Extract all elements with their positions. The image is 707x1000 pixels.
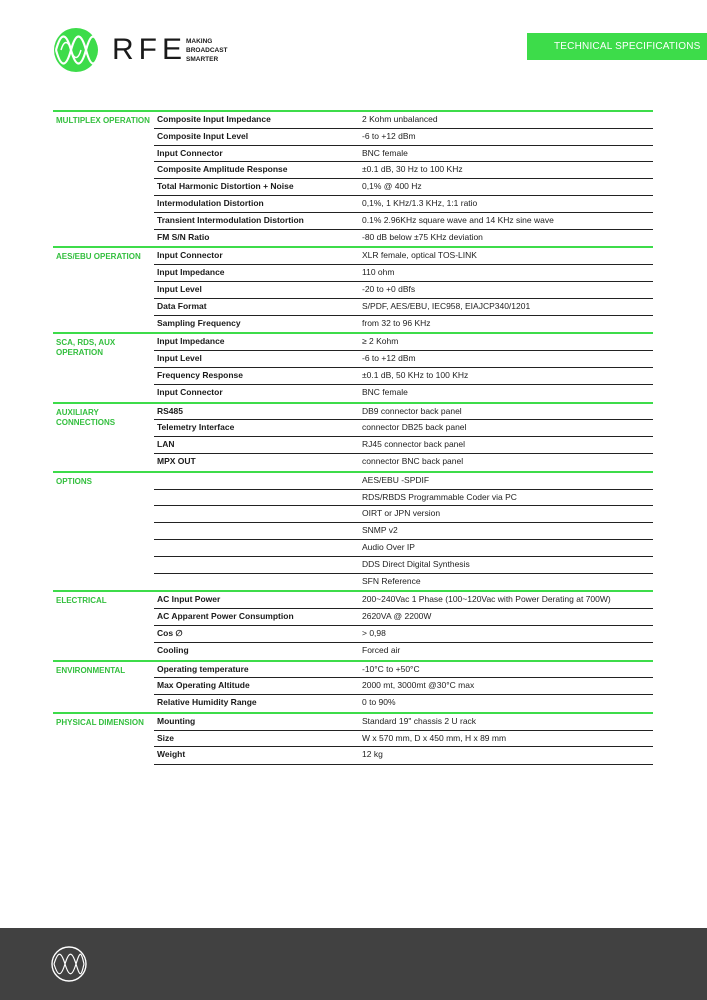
spec-parameter: Mounting — [157, 715, 196, 726]
footer-bar — [0, 928, 707, 1000]
spec-value: OIRT or JPN version — [362, 508, 441, 519]
spec-parameter — [154, 506, 362, 522]
spec-value: -20 to +0 dBfs — [362, 283, 416, 294]
spec-value: -6 to +12 dBm — [362, 353, 416, 364]
spec-value: XLR female, optical TOS-LINK — [362, 250, 477, 261]
spec-row — [154, 368, 653, 385]
spec-value: -6 to +12 dBm — [362, 130, 416, 141]
spec-section — [53, 402, 653, 471]
spec-parameter: Transient Intermodulation Distortion — [157, 214, 304, 225]
spec-value: BNC female — [362, 386, 408, 397]
spec-parameter: AC Apparent Power Consumption — [157, 611, 294, 622]
spec-value: 2620VA @ 2200W — [362, 611, 432, 622]
spec-row — [154, 385, 653, 402]
spec-row — [154, 282, 653, 299]
table-end-rule — [154, 764, 653, 765]
spec-parameter: Cos ∅ — [157, 627, 183, 638]
spec-category-label: SCA, RDS, AUX OPERATION — [56, 338, 116, 358]
spec-parameter: MPX OUT — [157, 455, 196, 466]
brand-logo — [52, 26, 228, 76]
spec-parameter: FM S/N Ratio — [157, 231, 210, 242]
spec-value: W x 570 mm, D x 450 mm, H x 89 mm — [362, 732, 507, 743]
spec-parameter — [154, 574, 362, 591]
spec-parameter: Telemetry Interface — [157, 422, 235, 433]
spec-row — [154, 404, 653, 421]
spec-parameter: Input Connector — [157, 386, 223, 397]
spec-value: 2000 mt, 3000mt @30°C max — [362, 680, 475, 691]
spec-parameter: Input Connector — [157, 147, 223, 158]
spec-row — [154, 557, 653, 574]
spec-value: RJ45 connector back panel — [362, 439, 466, 450]
spec-row — [154, 714, 653, 731]
spec-parameter: Intermodulation Distortion — [157, 197, 264, 208]
spec-row — [154, 299, 653, 316]
spec-row — [154, 540, 653, 557]
spec-category-label: ELECTRICAL — [56, 596, 107, 606]
spec-category-label: ENVIRONMENTAL — [56, 665, 126, 675]
spec-row — [154, 695, 653, 712]
spec-parameter: Sampling Frequency — [157, 317, 241, 328]
spec-value: from 32 to 96 KHz — [362, 317, 431, 328]
spec-parameter: LAN — [157, 439, 175, 450]
spec-value: -10°C to +50°C — [362, 663, 420, 674]
spec-parameter: Input Impedance — [157, 336, 225, 347]
spec-row — [154, 162, 653, 179]
spec-value: connector BNC back panel — [362, 455, 464, 466]
rfe-wave-footer-icon — [50, 945, 88, 983]
spec-value: 110 ohm — [362, 267, 395, 278]
spec-value: RDS/RBDS Programmable Coder via PC — [362, 491, 517, 502]
spec-parameter: Input Impedance — [157, 267, 225, 278]
spec-category-label: PHYSICAL DIMENSION — [56, 717, 144, 727]
spec-row — [154, 248, 653, 265]
spec-row — [154, 523, 653, 540]
spec-row — [154, 626, 653, 643]
spec-value: S/PDF, AES/EBU, IEC958, EIAJCP340/1201 — [362, 300, 531, 311]
spec-section — [53, 712, 653, 764]
spec-row — [154, 454, 653, 471]
spec-row — [154, 265, 653, 282]
spec-row — [154, 490, 653, 507]
spec-value: ±0.1 dB, 50 KHz to 100 KHz — [362, 369, 469, 380]
spec-row — [154, 506, 653, 523]
spec-category-label: OPTIONS — [56, 476, 93, 486]
spec-parameter: Input Level — [157, 353, 202, 364]
spec-value: Audio Over IP — [362, 541, 415, 552]
spec-category-label: MULTIPLEX OPERATION — [56, 116, 150, 125]
spec-row — [154, 334, 653, 351]
brand-name: RFE — [112, 33, 187, 66]
spec-parameter: Cooling — [157, 644, 189, 655]
spec-parameter — [154, 540, 362, 556]
spec-value: 2 Kohm unbalanced — [362, 114, 438, 124]
spec-value: 0 to 90% — [362, 697, 396, 708]
spec-row — [154, 146, 653, 163]
spec-parameter: Relative Humidity Range — [157, 697, 257, 708]
spec-section — [53, 110, 653, 246]
spec-parameter: Total Harmonic Distortion + Noise — [157, 181, 294, 192]
spec-parameter: Size — [157, 732, 175, 743]
spec-section — [53, 332, 653, 401]
spec-parameter: Input Connector — [157, 250, 223, 261]
spec-parameter — [154, 557, 362, 573]
spec-section — [53, 590, 653, 659]
spec-row — [154, 574, 653, 591]
spec-parameter — [154, 490, 362, 506]
specifications-table — [53, 110, 653, 765]
spec-row — [154, 351, 653, 368]
spec-row — [154, 316, 653, 333]
spec-value: 0,1% @ 400 Hz — [362, 181, 422, 192]
spec-row — [154, 179, 653, 196]
spec-value: BNC female — [362, 147, 408, 158]
spec-value: AES/EBU -SPDIF — [362, 474, 430, 485]
spec-value: Standard 19" chassis 2 U rack — [362, 715, 477, 726]
rfe-wave-logo-icon — [52, 26, 104, 74]
spec-parameter: Composite Input Impedance — [157, 114, 271, 124]
spec-parameter: Max Operating Altitude — [157, 680, 250, 691]
spec-row — [154, 731, 653, 748]
spec-value: SNMP v2 — [362, 525, 398, 536]
spec-value: Forced air — [362, 644, 401, 655]
spec-row — [154, 592, 653, 609]
spec-category-label: AUXILIARY CONNECTIONS — [56, 407, 116, 427]
spec-value: ±0.1 dB, 30 Hz to 100 KHz — [362, 164, 463, 175]
spec-parameter: AC Input Power — [157, 594, 221, 605]
spec-value: > 0,98 — [362, 627, 386, 638]
spec-row — [154, 643, 653, 660]
brand-tagline: MAKING BROADCAST SMARTER — [186, 38, 228, 63]
spec-row — [154, 747, 653, 764]
spec-parameter: Composite Input Level — [157, 130, 249, 141]
spec-parameter — [154, 473, 362, 489]
spec-row — [154, 196, 653, 213]
spec-parameter: Weight — [157, 749, 186, 760]
spec-row — [154, 678, 653, 695]
spec-row — [154, 609, 653, 626]
spec-row — [154, 662, 653, 679]
spec-value: DDS Direct Digital Synthesis — [362, 558, 470, 569]
spec-row — [154, 213, 653, 230]
spec-value: 0.1% 2.96KHz square wave and 14 KHz sine wave — [362, 214, 554, 225]
spec-parameter: Input Level — [157, 283, 202, 294]
spec-row — [154, 437, 653, 454]
spec-value: connector DB25 back panel — [362, 422, 467, 433]
spec-value: SFN Reference — [362, 575, 421, 586]
spec-row — [154, 129, 653, 146]
spec-value: 200~240Vac 1 Phase (100~120Vac with Power Derating at 700W) — [362, 594, 611, 605]
spec-row — [154, 112, 653, 129]
spec-value: DB9 connector back panel — [362, 405, 462, 416]
spec-section — [53, 246, 653, 332]
spec-row — [154, 473, 653, 490]
spec-row — [154, 230, 653, 247]
spec-row — [154, 420, 653, 437]
spec-value: ≥ 2 Kohm — [362, 336, 399, 347]
spec-parameter: Composite Amplitude Response — [157, 164, 288, 175]
spec-section — [53, 660, 653, 712]
spec-parameter: Operating temperature — [157, 663, 249, 674]
spec-category-label: AES/EBU OPERATION — [56, 252, 141, 262]
spec-parameter: RS485 — [157, 405, 183, 416]
spec-value: -80 dB below ±75 KHz deviation — [362, 231, 483, 242]
spec-parameter: Frequency Response — [157, 369, 243, 380]
spec-value: 12 kg — [362, 749, 383, 760]
spec-section — [53, 471, 653, 591]
spec-parameter: Data Format — [157, 300, 207, 311]
spec-value: 0,1%, 1 KHz/1.3 KHz, 1:1 ratio — [362, 197, 478, 208]
spec-parameter — [154, 523, 362, 539]
section-title-badge: TECHNICAL SPECIFICATIONS — [527, 33, 707, 60]
